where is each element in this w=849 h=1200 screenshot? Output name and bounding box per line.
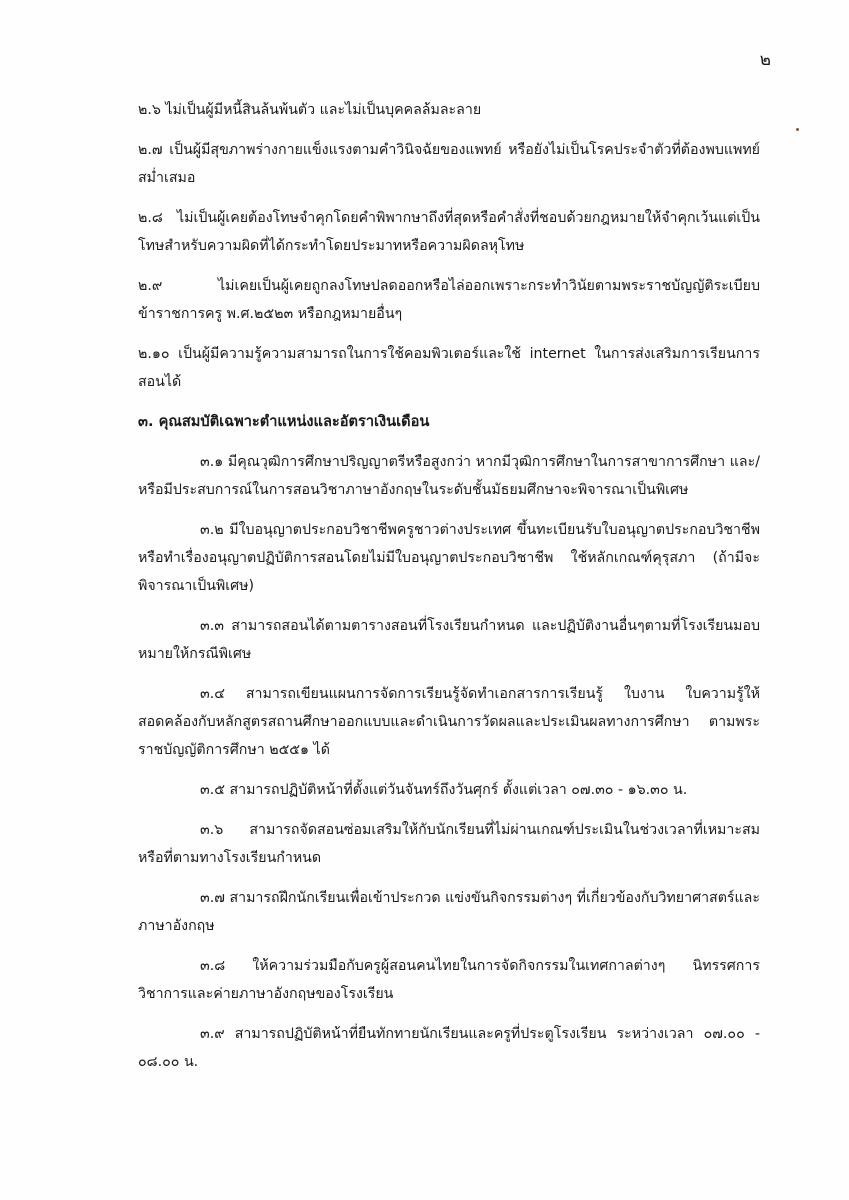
qualification-3-5: ๓.๕ สามารถปฏิบัติหน้าที่ตั้งแต่วันจันทร์ถึงวันศุกร์ ตั้งแต่เวลา ๐๗.๓๐ - ๑๖.๓๐ น. <box>200 782 688 798</box>
qualification-2-8: ๒.๘ ไม่เป็นผู้เคยต้องโทษจำคุกโดยคำพิพากษาถึงที่สุดหรือคำสั่งที่ชอบด้วยกฎหมายให้จำคุกเว้นแต่เป็นโทษสำหรับความผิดที่ได้กระทำโดยประมาทหรือความผิดลหุโทษ <box>138 210 760 254</box>
qualification-2-10: ๒.๑๐ เป็นผู้มีความรู้ความสามารถในการใช้คอมพิวเตอร์และใช้ internet ในการส่งเสริมการเรียนการสอนได้ <box>138 346 760 390</box>
qualification-3-1: ๓.๑ มีคุณวุฒิการศึกษาปริญญาตรีหรือสูงกว่า หากมีวุฒิการศึกษาในการสาขาการศึกษา และ/หรือมีประสบการณ์ในการสอนวิชาภาษาอังกฤษในระดับชั้นมัธยมศึกษาจะพิจารณาเป็นพิเศษ <box>138 454 760 498</box>
qualification-2-6: ๒.๖ ไม่เป็นผู้มีหนี้สินล้นพ้นตัว และไม่เป็นบุคคลล้มละลาย <box>138 102 482 118</box>
qualification-3-8: ๓.๘ ให้ความร่วมมือกับครูผู้สอนคนไทยในการจัดกิจกรรมในเทศกาลต่างๆ นิทรรศการวิชาการและค่ายภาษาอังกฤษของโรงเรียน <box>138 958 760 1002</box>
paper-speck <box>796 128 799 131</box>
qualification-3-2: ๓.๒ มีใบอนุญาตประกอบวิชาชีพครูชาวต่างประเทศ ขึ้นทะเบียนรับใบอนุญาตประกอบวิชาชีพหรือทำเรื่องอนุญาตปฏิบัติการสอนโดยไม่มีใบอนุญาตประกอบวิชาชีพ ใช้หลักเกณฑ์คุรุสภา (ถ้ามีจะพิจารณาเป็นพิเศษ) <box>138 522 760 594</box>
qualification-3-9: ๓.๙ สามารถปฏิบัติหน้าที่ยืนทักทายนักเรียนและครูที่ประตูโรงเรียน ระหว่างเวลา ๐๗.๐๐ - ๐๘.๐๐ น. <box>138 1026 760 1070</box>
page-number: ๒ <box>759 50 771 70</box>
qualification-3-4: ๓.๔ สามารถเขียนแผนการจัดการเรียนรู้จัดทำเอกสารการเรียนรู้ ใบงาน ใบความรู้ให้สอดคล้องกับหลักสูตรสถานศึกษาออกแบบและดำเนินการวัดผลและประเมินผลทางการศึกษา ตามพระราชบัญญัติการศึกษา ๒๕๕๑ ได้ <box>138 686 760 758</box>
qualification-2-7: ๒.๗ เป็นผู้มีสุขภาพร่างกายแข็งแรงตามคำวินิจฉัยของแพทย์ หรือยังไม่เป็นโรคประจำตัวที่ต้องพบแพทย์สม่ำเสมอ <box>138 142 760 186</box>
qualification-3-3: ๓.๓ สามารถสอนได้ตามตารางสอนที่โรงเรียนกำหนด และปฏิบัติงานอื่นๆตามที่โรงเรียนมอบหมายให้กรณีพิเศษ <box>138 618 760 662</box>
qualification-3-6: ๓.๖ สามารถจัดสอนซ่อมเสริมให้กับนักเรียนที่ไม่ผ่านเกณฑ์ประเมินในช่วงเวลาที่เหมาะสมหรือที่ตามทางโรงเรียนกำหนด <box>138 822 760 866</box>
document-body <box>138 96 760 1088</box>
qualification-2-9: ๒.๙ ไม่เคยเป็นผู้เคยถูกลงโทษปลดออกหรือไล่ออกเพราะกระทำวินัยตามพระราชบัญญัติระเบียบข้าราชการครู พ.ศ.๒๕๒๓ หรือกฎหมายอื่นๆ <box>138 278 760 322</box>
qualification-3-7: ๓.๗ สามารถฝึกนักเรียนเพื่อเข้าประกวด แข่งขันกิจกรรมต่างๆ ที่เกี่ยวข้องกับวิทยาศาสตร์และภาษาอังกฤษ <box>138 890 760 934</box>
section-3-heading: ๓. คุณสมบัติเฉพาะตำแหน่งและอัตราเงินเดือน <box>138 413 430 430</box>
